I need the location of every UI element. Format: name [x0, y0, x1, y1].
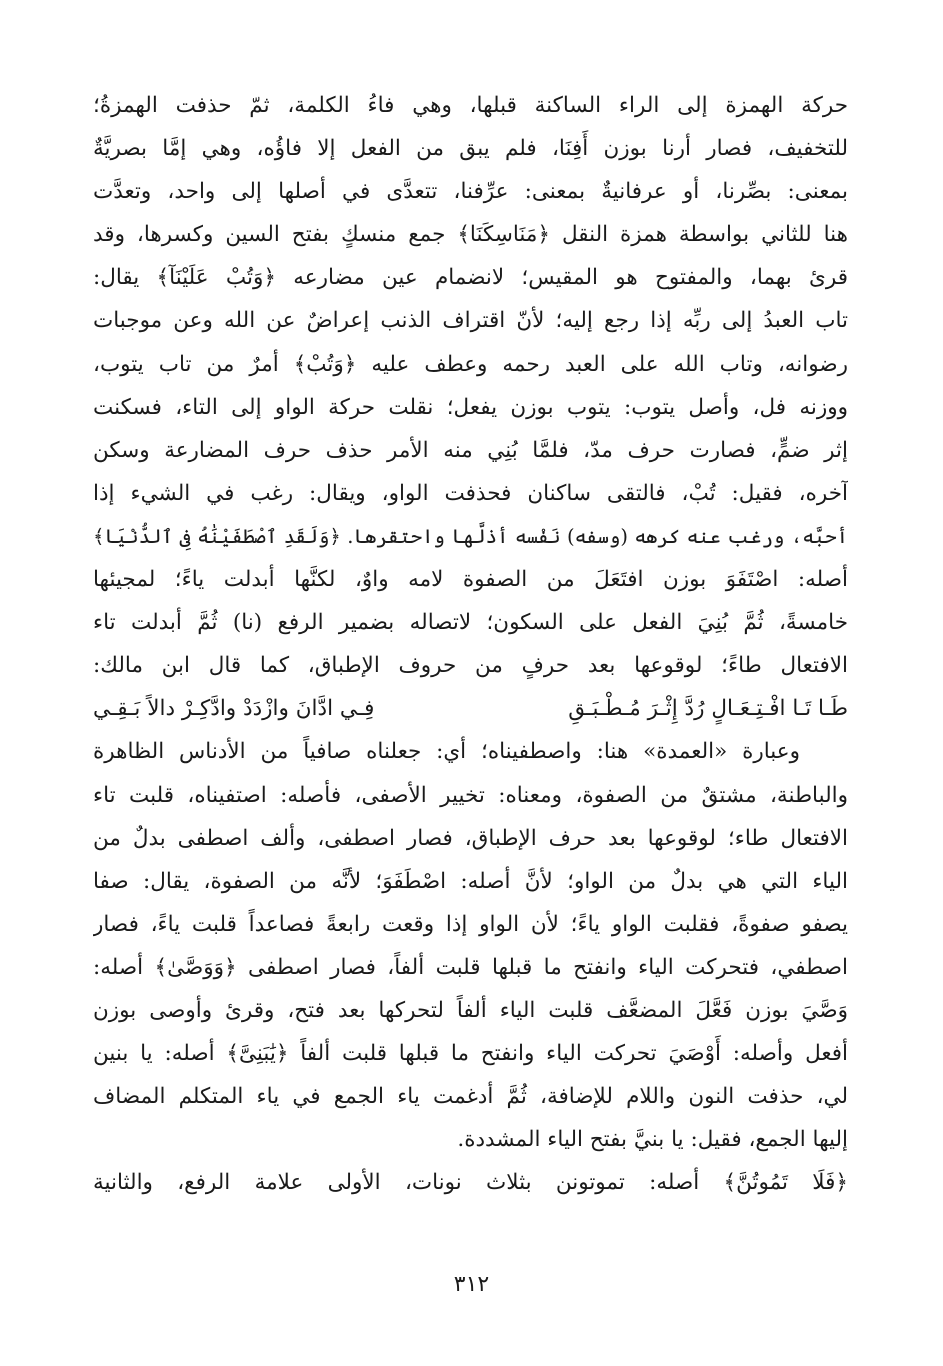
text-line: وَصَّيَ بوزن فَعَّلَ المضعَّف قلبت الياء ألفاً لتحركها بعد فتح، وقرئ وأوصى بوزن — [93, 997, 848, 1023]
text-line: اصطفي، فتحركت الياء وانفتح ما قبلها قلبت ألفاً، فصار اصطفى ﴿وَوَصَّىٰ﴾ أصله: — [93, 954, 848, 980]
page-number: ٣١٢ — [453, 1272, 490, 1297]
verse-hemistich-first: طَـا تَـا افْـتِـعَـالٍ رُدَّ إِثْـرَ مُـطْـبَـقِ — [568, 696, 848, 722]
text-line: قرئ بهما، والمفتوح هو المقيس؛ لانضمام عين مضارعه ﴿وَتُبْ عَلَيْنَآ﴾ يقال: — [93, 265, 848, 291]
text-line: خامسةً، ثُمَّ بُنِيَ الفعل على السكون؛ لاتصاله بضمير الرفع (نا) ثُمَّ أبدلت تاء — [93, 610, 848, 636]
text-line: لي، حذفت النون واللام للإضافة، ثُمَّ أدغمت ياء الجمع في ياء المتكلم المضاف — [93, 1084, 848, 1110]
text-line: حركة الهمزة إلى الراء الساكنة قبلها، وهي فاءُ الكلمة، ثمّ حذفت الهمزةُ؛ — [93, 93, 848, 118]
text-line: تاب العبدُ إلى ربِّه إذا رجع إليه؛ لأنّ اقتراف الذنب إعراضٌ عن الله وعن موجبات — [93, 308, 848, 334]
text-line: أحبَّه، ورغب عنه كرهه (وسفه) نَفْسه أذلَّها واحتقرها. ﴿وَلَقَدِ ٱصْطَفَيْنَٰهُ فِى ٱلدُّنْيَا﴾ — [93, 524, 848, 548]
text-line: للتخفيف، فصار أرنا بوزن أَفِنَا، فلم يبق من الفعل إلا فاؤُه، وهي إمَّا بصريَّةٌ — [93, 136, 848, 162]
text-line: آخره، فقيل: تُبْ، فالتقى ساكنان فحذفت الواو، ويقال: رغب في الشيء إذا — [93, 480, 848, 506]
poetry-verse — [93, 687, 848, 730]
text-line: الافتعال طاء؛ لوقوعها بعد حرف الإطباق، فصار اصطفى، وألف اصطفى بدلٌ من — [93, 825, 848, 851]
text-line: ووزنه فل، وأصل يتوب: يتوب بوزن يفعل؛ نقلت حركة الواو إلى التاء، فسكنت — [93, 394, 848, 420]
text-line: أفعل وأصله: أَوْصَيَ تحركت الياء وانفتح ما قبلها قلبت ألفاً ﴿يَٰبَنِىَّ﴾ أصله: يا بنين — [93, 1041, 848, 1067]
text-line: وعبارة «العمدة» هنا: واصطفيناه؛ أي: جعلناه صافياً من الأدناس الظاهرة — [93, 739, 800, 765]
text-line: بمعنى: بصِّرنا، أو عرفانيةٌ بمعنى: عرِّفنا، تتعدَّى في أصلها إلى واحد، وتعدَّت — [93, 179, 848, 205]
text-line: والباطنة، مشتقٌ من الصفوة، ومعناه: تخيير الأصفى، فأصله: اصتفيناه، قلبت تاء — [93, 782, 848, 808]
text-line: رضوانه، وتاب الله على العبد رحمه وعطف عليه ﴿وَتُبْ﴾ أمرٌ من تاب يتوب، — [93, 351, 848, 377]
text-line: ﴿فَلَا تَمُوتُنَّ﴾ أصله: تموتونن بثلاث نونات، الأولى علامة الرفع، والثانية — [93, 1170, 848, 1196]
text-line: الياء التي هي بدلٌ من الواو؛ لأنَّ أصله: اصْطَفَوَ؛ لأنَّه من الصفوة، يقال: صفا — [93, 868, 848, 894]
verse-hemistich-second: فِـي ادَّانَ وازْدَدْ وادَّكِـرْ دالاً بَـقِـي — [93, 696, 375, 722]
text-line: إثر ضمٍّ، فصارت حرف مدّ، فلمَّا بُنِي منه الأمر حذف حرف المضارعة وسكن — [93, 437, 848, 463]
text-line: الافتعال طاءً؛ لوقوعها بعد حرفٍ من حروف الإطباق، كما قال ابن مالك: — [93, 653, 848, 679]
text-line: أصله: اصْتَفَوَ بوزن افتَعَلَ من الصفوة لامه واوٌ، لكنَّها أبدلت ياءً؛ لمجيئها — [93, 567, 848, 593]
text-line: هنا للثاني بواسطة همزة النقل ﴿مَنَاسِكَنَا﴾ جمع منسكٍ بفتح السين وكسرها، وقد — [93, 222, 848, 248]
text-line: إليها الجمع، فقيل: يا بنيَّ بفتح الياء المشددة. — [457, 1127, 848, 1153]
text-block — [93, 84, 848, 1204]
text-line: يصفو صفوةً، فقلبت الواو ياءً؛ لأن الواو إذا وقعت رابعةً فصاعداً قلبت ياءً، فصار — [93, 911, 848, 937]
